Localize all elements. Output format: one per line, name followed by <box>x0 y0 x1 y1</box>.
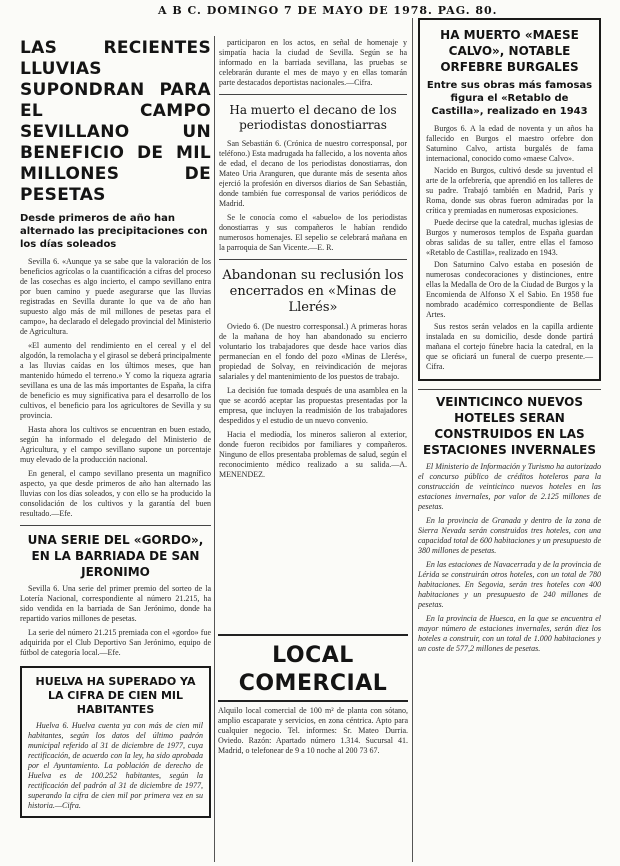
section-divider <box>218 634 408 636</box>
headline-hoteles: VEINTICINCO NUEVOS HOTELES SERAN CONSTRUIDOS EN LAS ESTACIONES INVERNALES <box>423 395 596 457</box>
column-3 <box>418 18 601 858</box>
article-paragraph: Puede decirse que la catedral, muchas iglesias de Burgos y numerosos templos de España guardan obras salidas de su taller, entre ellas el famoso «Retablo de Castilla», realizado en 1943. <box>426 218 593 257</box>
ad-title: LOCAL COMERCIAL <box>218 642 408 702</box>
article-paragraph: Sevilla 6. «Aunque ya se sabe que la valoración de los beneficios agrícolas o la cuantificación a cifras del proceso de las cosechas es algo incierto, el campo sevillano entra por buen camino y puede asegurarse que las lluvias registradas en Sevilla durante lo que va de año han supuesto algo más de mil millones de pesetas para el campo», ha declarado el delegado provincial del Ministerio de Agricultura. <box>20 257 211 336</box>
section-divider <box>418 389 601 390</box>
headline-decano: Ha muerto el decano de los periodistas donostiarras <box>229 103 397 132</box>
section-divider <box>20 525 211 526</box>
headline-lluvias: LAS RECIENTES LLUVIAS SUPONDRAN PARA EL CAMPO SEVILLANO UN BENEFICIO DE MIL MILLONES DE PESETAS <box>20 38 211 205</box>
boxed-article-maese-calvo <box>418 18 601 381</box>
article-paragraph: «El aumento del rendimiento en el cereal y el del algodón, la remolacha y el girasol se deberá principalmente a las lluvias caídas en los últimos meses, que han mantenido húmedo el terreno.» Y como la riqueza agraria sevillana es una de las más importantes de España, la cifra de beneficio es muy significativa para el desarrollo de los cultivos, el beneficio para los agricultores de Sevilla y su provincia. <box>20 341 211 420</box>
article-paragraph: En general, el campo sevillano presenta un magnífico aspecto, ya que desde primeros de año han alternado las lluvias con los días soleados, y con ello se ha producido la consolidación de los cultivos y la garantía del buen resultado.—Efe. <box>20 469 211 518</box>
article-paragraph: Huelva 6. Huelva cuenta ya con más de cien mil habitantes, según los datos del último padrón municipal referido al 31 de diciembre de 1977, cuya rectificación, de acuerdo con la ley, ha sido aprobada por el Ayuntamiento. La población de derecho de Huelva es de 100.252 habitantes, según la rectificación del padrón al 31 de diciembre de 1977, superando la cifra de cien mil por primera vez en su historia.—Cifra. <box>28 721 203 810</box>
article-paragraph: Oviedo 6. (De nuestro corresponsal.) A primeras horas de la mañana de hoy han abandonado su encierro voluntario los trabajadores que desde hace varios días permanecían en el fondo del pozo «Minas de Llerés», propiedad de Solvay, en reivindicación de mejoras salariales y del mantenimiento de los puestos de trabajo. <box>219 322 407 381</box>
headline-maese-calvo: HA MUERTO «MAESE CALVO», NOTABLE ORFEBRE BURGALES <box>440 28 579 74</box>
article-paragraph: Hacia el mediodía, los mineros salieron al exterior, donde fueron recibidos por familiares y compañeros. Ninguno de ellos presentaba problemas de salud, según el reconocimiento médico realizado a su salida.—A. MENENDEZ. <box>219 430 407 479</box>
section-divider <box>219 259 407 260</box>
classified-ad <box>218 634 408 756</box>
article-paragraph: El Ministerio de Información y Turismo ha autorizado el concurso público de créditos hoteleros para la construcción de veinticinco nuevos hoteles en las estaciones invernales, por valor de 2.125 millones de pesetas. <box>418 462 601 511</box>
section-divider <box>219 94 407 95</box>
column-2 <box>219 38 407 598</box>
article-paragraph: En la provincia de Granada y dentro de la zona de Sierra Nevada serán construidos tres hoteles, con una capacidad total de 600 habitaciones y un presupuesto de 380 millones de pesetas. <box>418 516 601 555</box>
article-paragraph: Burgos 6. A la edad de noventa y un años ha fallecido en Burgos el maestro orfebre don Saturnino Calvo, artista burgalés de fama internacional, conocido como «maese Calvo». <box>426 124 593 163</box>
article-paragraph: participaron en los actos, en señal de homenaje y simpatía hacia la ciudad de Sevilla. Según se ha informado en la barriada sevillana, las pruebas se celebrarán durante el mes de mayo y en ellas tomarán parte destacados deportistas nacionales.—Cifra. <box>219 38 407 87</box>
masthead: A B C. DOMINGO 7 DE MAYO DE 1978. PAG. 80. <box>158 4 498 17</box>
article-paragraph: Hasta ahora los cultivos se encuentran en buen estado, según ha informado el delegado del Ministerio de Agricultura, y el campo sevillano supone un porcentaje muy elevado de la producción nacional. <box>20 425 211 464</box>
article-paragraph: Don Saturnino Calvo estaba en posesión de numerosas condecoraciones y distinciones, entre ellas la Medalla de Oro de la Ciudad de Burgos y la Encomienda de Alfonso X el Sabio. En 1958 fue nombrado académico correspondiente de Bellas Artes. <box>426 260 593 319</box>
article-paragraph: La serie del número 21.215 premiada con el «gordo» fue adquirida por el Club Deportivo San Jerónimo, equipo de fútbol de categoría local.—Efe. <box>20 628 211 657</box>
subheadline-maese-calvo: Entre sus obras más famosas figura el «Retablo de Castilla», realizado en 1943 <box>426 80 593 117</box>
article-paragraph: San Sebastián 6. (Crónica de nuestro corresponsal, por teléfono.) Esta madrugada ha fallecido, a los noventa años de edad, el decano de los periodistas donostiarras, don Mateo Uria Aranguren, que durante más de sesenta años ejerció la profesión en diversos diarios de San Sebastián, donde también fue corresponsal de varios periódicos de Madrid. <box>219 139 407 208</box>
article-paragraph: En las estaciones de Navacerrada y de la provincia de Lérida se construirán otros hoteles, con un total de 780 habitaciones. En Segovia, serán tres hoteles con 400 habitaciones y un presupuesto de 240 millones de pesetas. <box>418 560 601 609</box>
column-1 <box>20 38 211 858</box>
column-rule <box>214 36 215 862</box>
headline-minas: Abandonan su reclusión los encerrados en «Minas de Llerés» <box>222 268 404 315</box>
article-paragraph: Nacido en Burgos, cultivó desde su juventud el arte de la orfebrería, que aprendió en los talleres de su padre. Trabajó también en Madrid, París y Roma, donde sus obras fueron admiradas por la crítica y premiadas en numerosas exposiciones. <box>426 166 593 215</box>
headline-huelva: HUELVA HA SUPERADO YA LA CIFRA DE CIEN MIL HABITANTES <box>35 675 196 716</box>
article-paragraph: Sevilla 6. Una serie del primer premio del sorteo de la Lotería Nacional, correspondiente al número 21.215, ha sido vendida en la barriada de San Jerónimo, donde ha repartido varios millones de pesetas. <box>20 584 211 623</box>
ad-body: Alquilo local comercial de 100 m² de planta con sótano, amplio escaparate y servicios, en zona céntrica. Apto para cualquier negocio. Tel. informes: Sr. Mateo Durria. Oviedo. Razón: Apartado número 1.314. Sucursal 41. Madrid, o telefonear de 9 a 10 noche al 200 73 67. <box>218 706 408 755</box>
column-rule <box>412 18 413 862</box>
headline-gordo: UNA SERIE DEL «GORDO», EN LA BARRIADA DE SAN JERONIMO <box>27 533 204 579</box>
article-paragraph: Se le conocía como el «abuelo» de los periodistas donostiarras y sus compañeros le habían rendido numerosos homenajes. El sepelio se celebrará mañana en la parroquia de San Vicente.—E. R. <box>219 213 407 252</box>
article-paragraph: La decisión fue tomada después de una asamblea en la que se acordó aceptar las propuestas presentadas por la empresa, que incluyen la readmisión de los trabajadores despedidos y el estudio de un nuevo convenio. <box>219 386 407 425</box>
article-paragraph: En la provincia de Huesca, en la que se encuentra el mayor número de estaciones invernales, serán diez los hoteles a construir, con un total de 1.000 habitaciones y un coste de 577,2 millones de pesetas. <box>418 614 601 653</box>
article-paragraph: Sus restos serán velados en la capilla ardiente instalada en su domicilio, desde donde partirá mañana el cortejo fúnebre hacia la catedral, en la que se oficiará un funeral de cuerpo presente.—Cifra. <box>426 322 593 371</box>
boxed-article-huelva <box>20 666 211 818</box>
subheadline-lluvias: Desde primeros de año han alternado las precipitaciones con los días soleados <box>20 213 208 250</box>
